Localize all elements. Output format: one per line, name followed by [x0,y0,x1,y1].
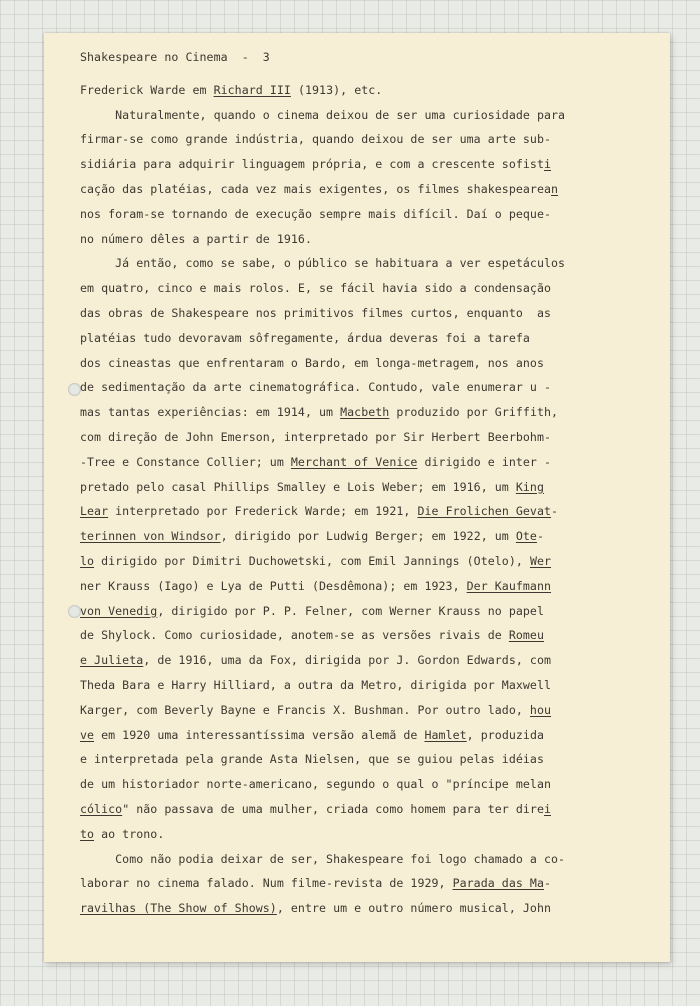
text-segment: cação das platéias, cada vez mais exigentes, os filmes shakespearea [80,181,552,196]
text-line [80,723,650,748]
text-segment: , de 1916, uma da Fox, dirigida por J. Gordon Edwards, com [143,653,552,668]
text-segment: , produzida [466,727,545,742]
underlined-title: hou [529,702,552,717]
page-header: Shakespeare no Cinema - 3 [80,50,270,64]
underlined-title: terinnen von Windsor [80,529,221,544]
text-segment: ner Krauss (Iago) e Lya de Putti (Desdêmona); em 1923, [80,578,467,593]
underlined-title: to [80,826,95,841]
text-segment: no número dêles a partir de 1916. [80,231,312,246]
text-line [80,301,650,326]
underlined-title: Lear [80,504,109,519]
text-segment: - [543,876,552,891]
underlined-title: von Venedig [80,603,158,618]
text-line [80,499,650,524]
underlined-title: Der Kaufmann [466,578,552,593]
text-line [80,648,650,673]
text-segment: pretado pelo casal Phillips Smalley e Lois Weber; em 1916, um [80,479,516,494]
text-line [80,623,650,648]
underlined-title: King [515,479,544,494]
text-segment: Como não podia deixar de ser, Shakespeare foi logo chamado a co- [80,851,566,866]
underlined-title: i [543,157,552,172]
text-segment: " não passava de uma mulher, criada como homem para ter dire [122,801,544,816]
text-segment: de Shylock. Como curiosidade, anotem-se as versões rivais de [80,628,509,643]
underlined-title: Hamlet [424,727,467,742]
text-segment: , dirigido por Ludwig Berger; em 1922, um [220,529,516,544]
text-line [80,78,650,103]
text-segment: -Tree e Constance Collier; um [80,454,291,469]
underlined-title: ravilhas (The Show of Shows) [80,901,277,916]
text-segment: de um historiador norte-americano, segundo o qual o "príncipe melan [80,777,552,792]
text-segment: Frederick Warde em [80,82,214,97]
text-segment: mas tantas experiências: em 1914, um [80,405,341,420]
text-segment: em quatro, cinco e mais rolos. E, se fácil havia sido a condensação [80,281,552,296]
text-segment: Karger, com Beverly Bayne e Francis X. Bushman. Por outro lado, [80,702,530,717]
underlined-title: cólico [80,801,123,816]
typewritten-page [44,33,670,962]
underlined-title: Merchant of Venice [290,454,418,469]
text-line [80,524,650,549]
text-line [80,375,650,400]
text-line [80,797,650,822]
text-line [80,475,650,500]
text-line [80,871,650,896]
body-text [80,78,650,921]
text-segment: Theda Bara e Harry Hilliard, a outra da Metro, dirigida por Maxwell [80,677,552,692]
text-segment: de sedimentação da arte cinematográfica. Contudo, vale enumerar u - [80,380,552,395]
text-line [80,425,650,450]
text-segment: e interpretada pela grande Asta Nielsen, que se guiou pelas idéias [80,752,544,767]
text-segment: sidiária para adquirir linguagem própria, e com a crescente sofist [80,157,544,172]
underlined-title: Richard III [213,82,291,97]
underlined-title: Die Frolichen Gevat [417,504,552,519]
page-text [80,45,650,921]
underlined-title: Wer [529,553,552,568]
underlined-title: Ote [515,529,537,544]
text-segment: dos cineastas que enfrentaram o Bardo, em longa-metragem, nos anos [80,355,544,370]
text-segment: dirigido por Dimitri Duchowetski, com Emil Jannings (Otelo), [94,553,530,568]
underlined-title: i [544,801,552,816]
text-line [80,747,650,772]
text-segment: firmar-se como grande indústria, quando deixou de ser uma arte sub- [80,132,552,147]
text-line [80,896,650,921]
text-line [80,698,650,723]
text-line [80,202,650,227]
text-segment: , entre um e outro número musical, John [276,901,552,916]
text-line [80,251,650,276]
text-line [80,772,650,797]
text-line [80,549,650,574]
text-line [80,847,650,872]
text-segment: produzido por Griffith, [389,405,559,420]
text-segment: dirigido e inter - [417,454,552,469]
underlined-title: Parada das Ma [452,876,544,891]
text-line [80,450,650,475]
text-line [80,351,650,376]
text-line [80,574,650,599]
text-segment: ao trono. [94,826,165,841]
text-segment: com direção de John Emerson, interpretado por Sir Herbert Beerbohm- [80,429,552,444]
underlined-title: Romeu [508,628,544,643]
text-segment: das obras de Shakespeare nos primitivos filmes curtos, enquanto as [80,305,552,320]
text-segment: laborar no cinema falado. Num filme-revista de 1929, [80,876,453,891]
underlined-title: e Julieta [80,653,144,668]
text-segment: em 1920 uma interessantíssima versão alemã de [94,727,425,742]
text-segment: Já então, como se sabe, o público se habituara a ver espetáculos [80,256,566,271]
underlined-title: lo [80,553,95,568]
text-segment: - [536,529,544,544]
text-segment: platéias tudo devoravam sôfregamente, árdua deveras foi a tarefa [80,330,530,345]
text-segment: - [551,504,559,519]
text-segment: Naturalmente, quando o cinema deixou de ser uma curiosidade para [80,107,566,122]
text-line [80,822,650,847]
underlined-title: n [551,181,559,196]
text-line [80,127,650,152]
underlined-title: Macbeth [340,405,390,420]
text-line [80,152,650,177]
text-line [80,400,650,425]
text-line [80,673,650,698]
text-line [80,177,650,202]
text-line [80,599,650,624]
underlined-title: ve [80,727,95,742]
text-segment: (1913), etc. [290,82,383,97]
text-line [80,326,650,351]
text-line [80,276,650,301]
text-line [80,227,650,252]
text-segment: nos foram-se tornando de execução sempre mais difícil. Daí o peque- [80,206,552,221]
text-segment: , dirigido por P. P. Felner, com Werner Krauss no papel [157,603,544,618]
text-line [80,103,650,128]
text-segment: interpretado por Frederick Warde; em 1921, [108,504,418,519]
